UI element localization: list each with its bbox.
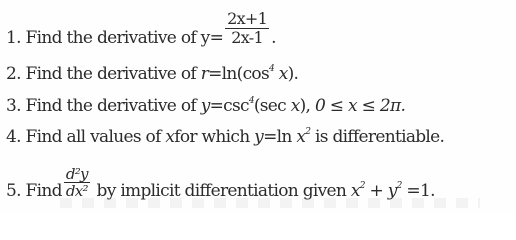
math-ln: ln <box>221 64 237 84</box>
math-exponent: 2 <box>396 181 402 191</box>
problem-text: is differentiable. <box>314 127 445 147</box>
math-exponent: 4 <box>268 64 275 74</box>
problem-number: 4. <box>6 127 21 147</box>
problem-1 <box>6 10 276 48</box>
problem-text: =1. <box>406 181 435 201</box>
fraction <box>225 10 269 47</box>
math-variable: x <box>165 127 175 147</box>
fraction-denominator: dx² <box>65 182 88 200</box>
math-arg-open: (sec <box>253 96 286 116</box>
faint-bleedthrough-text <box>60 198 480 208</box>
math-variable: x <box>290 96 300 116</box>
problem-text: Find the derivative of <box>25 64 196 84</box>
math-variable: x <box>350 181 360 201</box>
math-arg-close: ). <box>287 64 299 84</box>
math-csc: csc <box>223 96 249 116</box>
problem-2 <box>6 64 298 84</box>
problem-text: for which <box>174 127 250 147</box>
math-variable: x <box>278 64 288 84</box>
problem-text: Find the derivative of <box>25 96 196 116</box>
math-equals: = <box>263 127 277 147</box>
math-arg-open: (cos <box>236 64 269 84</box>
math-variable: y <box>254 127 264 147</box>
math-variable: y <box>387 181 397 201</box>
problem-number: 3. <box>6 96 21 116</box>
problem-number: 2. <box>6 64 21 84</box>
fraction-numerator: 2x+1 <box>227 9 268 28</box>
math-arg-close: ), <box>299 96 311 116</box>
math-variable: x <box>296 127 306 147</box>
derivative-fraction <box>64 166 90 199</box>
math-equals: = <box>208 64 222 84</box>
fraction-denominator: 2x-1 <box>231 28 263 47</box>
problem-3 <box>6 96 405 116</box>
math-ln: ln <box>276 127 292 147</box>
math-equals: = <box>209 96 224 116</box>
problem-text: by implicit differentiation given <box>96 181 347 201</box>
problem-5 <box>6 166 435 201</box>
math-condition: 0 ≤ x ≤ 2π. <box>314 96 406 116</box>
math-exponent: 2 <box>305 127 311 137</box>
math-exponent: 4 <box>248 96 254 106</box>
math-exponent: 2 <box>359 181 365 191</box>
math-variable: r <box>200 64 209 84</box>
problem-text: Find the derivative of y= <box>25 28 224 48</box>
math-variable: y <box>200 96 210 116</box>
problem-text: Find <box>25 181 62 201</box>
problem-number: 1. <box>6 28 21 48</box>
fraction-numerator: d²y <box>65 165 88 183</box>
problem-text: Find all values of <box>25 127 161 147</box>
problem-number: 5. <box>6 181 21 201</box>
math-plus: + <box>369 181 384 201</box>
problem-end: . <box>271 28 276 48</box>
problem-4 <box>6 127 444 147</box>
